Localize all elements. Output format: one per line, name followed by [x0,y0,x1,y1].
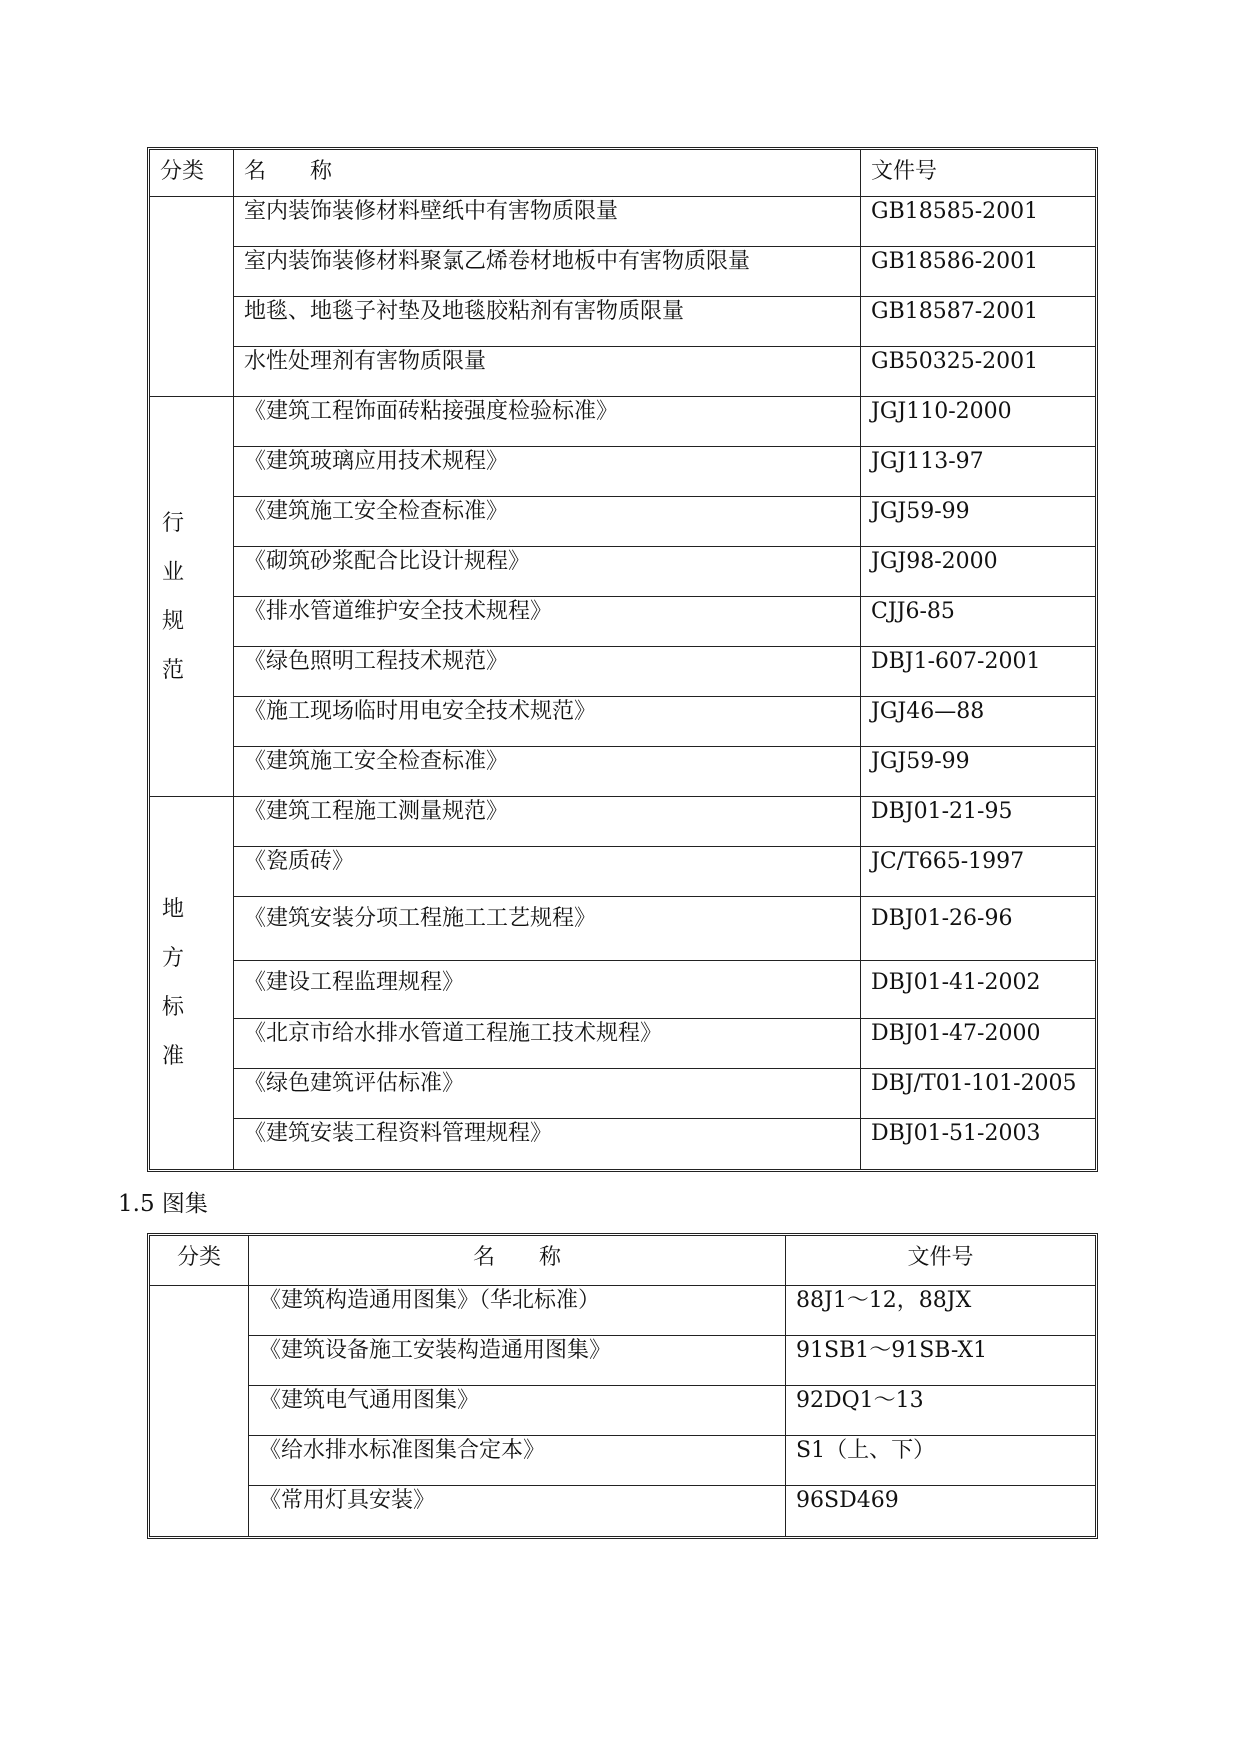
group-category-cell [150,397,234,797]
group-category: 行业规范 [162,510,185,683]
table-row-code: JGJ59-99 [861,497,1095,547]
table-row-name: 《建筑施工安全检查标准》 [234,497,861,547]
table-row-name: 《建筑工程施工测量规范》 [234,797,861,847]
table-row-code: 96SD469 [796,1488,899,1513]
category-cell-empty [150,1286,249,1536]
group-category-cell [150,797,234,1169]
table-row-name: 室内装饰装修材料聚氯乙烯卷材地板中有害物质限量 [234,247,861,297]
table-row-code: DBJ01-41-2002 [861,961,1095,1019]
table-row-code: JGJ46—88 [861,697,1095,747]
header-code: 文件号 [786,1236,1095,1286]
table-row-code: DBJ01-51-2003 [871,1121,1041,1146]
table-row-name: 《常用灯具安装》 [249,1486,786,1536]
table-row-code: JGJ113-97 [861,447,1095,497]
table-row-name: 《瓷质砖》 [234,847,861,897]
section-heading: 1.5 图集 [118,1191,208,1217]
table-row-code: GB50325-2001 [861,347,1095,397]
table-row-name: 《建筑电气通用图集》 [249,1386,786,1436]
table-row-name: 地毯、地毯子衬垫及地毯胶粘剂有害物质限量 [234,297,861,347]
table-row-name: 《建筑安装分项工程施工工艺规程》 [234,897,861,961]
table-row-code: 88J1～12，88JX [786,1286,1095,1336]
table-row-code: 91SB1～91SB-X1 [786,1336,1095,1386]
table-row-code: DBJ/T01-101-2005 [861,1069,1095,1119]
table-row-name: 《建筑构造通用图集》（华北标准） [249,1286,786,1336]
table-row-name: 室内装饰装修材料壁纸中有害物质限量 [234,197,861,247]
table-row-name: 《施工现场临时用电安全技术规范》 [234,697,861,747]
table-row-code: DBJ01-26-96 [861,897,1095,961]
table-row-name: 《给水排水标准图集合定本》 [249,1436,786,1486]
header-name: 名 称 [249,1236,786,1286]
table-row-name: 《北京市给水排水管道工程施工技术规程》 [234,1019,861,1069]
group-category-cell [150,197,234,397]
table-row-name: 《建筑设备施工安装构造通用图集》 [249,1336,786,1386]
table-row-name: 《绿色建筑评估标准》 [234,1069,861,1119]
table-row-code: DBJ01-21-95 [861,797,1095,847]
atlas-table [147,1233,1098,1539]
table-row-name: 水性处理剂有害物质限量 [234,347,861,397]
table-row-code: JC/T665-1997 [861,847,1095,897]
table-row-code: CJJ6-85 [861,597,1095,647]
header-category: 分类 [150,1236,249,1286]
table-row-code: DBJ1-607-2001 [861,647,1095,697]
header-name: 名 称 [234,150,861,197]
table-row-code: JGJ110-2000 [861,397,1095,447]
table-row-name: 《建设工程监理规程》 [234,961,861,1019]
table-row-code: DBJ01-47-2000 [861,1019,1095,1069]
table-row-name: 《建筑玻璃应用技术规程》 [234,447,861,497]
group-category: 地方标准 [162,897,185,1069]
table-row-name: 《建筑施工安全检查标准》 [234,747,861,797]
table-row-code: GB18587-2001 [861,297,1095,347]
table-row-code: GB18586-2001 [861,247,1095,297]
table-row-name: 《建筑安装工程资料管理规程》 [234,1119,861,1169]
table-row-name: 《砌筑砂浆配合比设计规程》 [234,547,861,597]
header-code: 文件号 [861,150,1095,197]
table-row-name: 《建筑工程饰面砖粘接强度检验标准》 [234,397,861,447]
table-row-code: 92DQ1～13 [786,1386,1095,1436]
table-row-name: 《绿色照明工程技术规范》 [234,647,861,697]
table-row-code: JGJ98-2000 [861,547,1095,597]
table-row-name: 《排水管道维护安全技术规程》 [234,597,861,647]
table-row-code: GB18585-2001 [861,197,1095,247]
standards-table [147,147,1098,1172]
table-row-code: S1（上、下） [786,1436,1095,1486]
table-row-code: JGJ59-99 [861,747,1095,797]
header-category: 分类 [150,150,234,197]
